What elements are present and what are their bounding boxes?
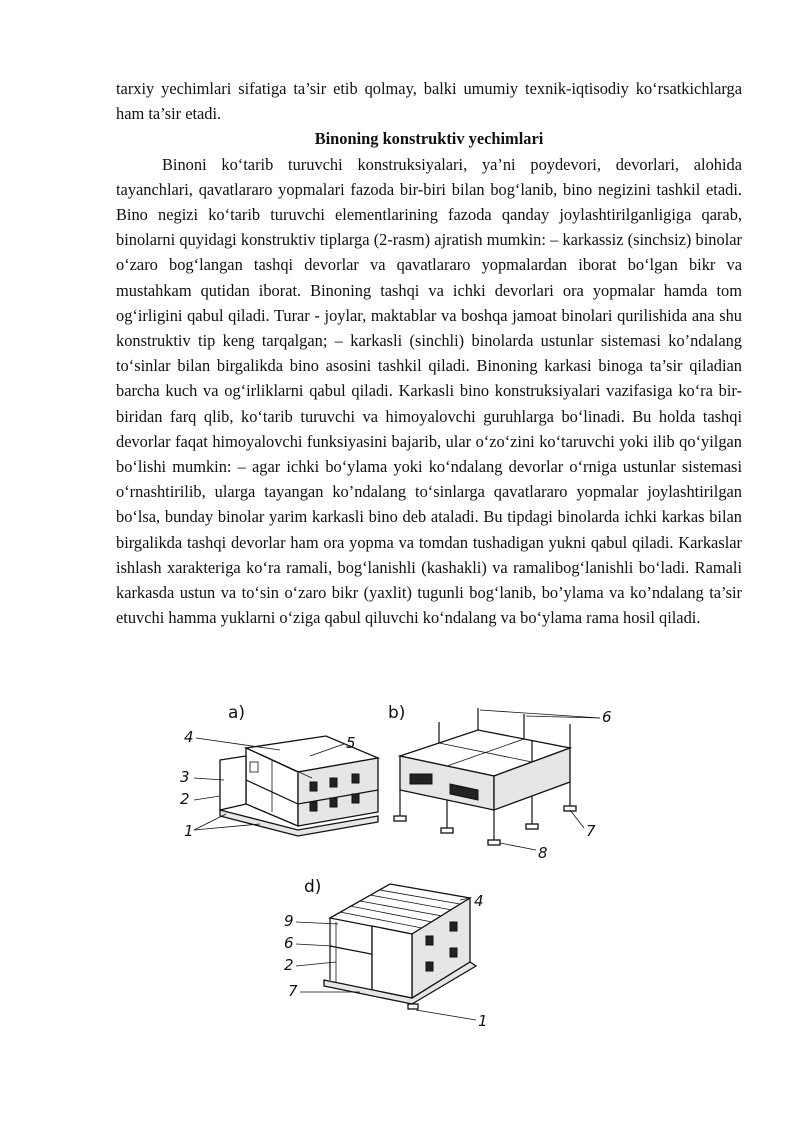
- a-label-1: 1: [184, 822, 194, 840]
- panel-d-label: d): [304, 877, 322, 897]
- b-label-8: 8: [538, 844, 548, 862]
- d-label-4: 4: [474, 892, 484, 910]
- paragraph-main: Binoni ko‘tarib turuvchi konstruksiyalari, ya’ni poydevori, devorlari, alohida tayanchlari, qavatlararo yopmalari fazoda bir-biri bilan bog‘lanib, bino negizini tashkil etadi. Bino negizi ko‘tarib turuvchi elementlarining fazoda qanday joylashtirilganligiga qarab, binolarni quyidagi konstruktiv tiplarga (2-rasm) ajratish mumkin: – karkassiz (sinchsiz) binolar o‘zaro bog‘langan tashqi devorlar va qavatlararo yopmalardan iborat bo‘lgan bikr va mustahkam qutidan iborat. Binoning tashqi va ichki devorlari ora yopmalar hamda tom og‘irligini qabul qiladi. Turar - joylar, maktablar va boshqa jamoat binolari qurilishida ana shu konstruktiv tip keng tarqalgan; – karkasli (sinchli) binolarda ustunlar sistemasi ko’ndalang to‘sinlar bilan birgalikda bino asosini tashkil qiladi. Binoning karkasi binoga ta’sir qiladian barcha kuch va og‘irliklarni qabul qiladi. Karkasli bino konstruksiyalari vazifasiga ko‘ra bir-biridan farq qlib, ko‘tarib turuvchi va himoyalovchi guruhlarga bo‘linadi. Bu holda tashqi devorlar faqat himoyalovchi funksiyasini bajarib, ular o‘zo‘zini ko‘taruvchi yoki ilib qo‘yilgan bo‘lishi mumkin: – agar ichki bo‘ylama yoki ko‘ndalang devorlar o‘rniga ustunlar sistemasi o‘rnashtirilib, ularga tayangan ko’ndalang to‘sinlarga qavatlararo yopmalar joylashtirilgan bo‘lsa, bunday binolar yarim karkasli bino deb ataladi. Bu tipdagi binolarda ichki karkas bilan birgalikda tashqi devorlar ham ora yopma va tomdan tushadigan yukni qabul qiladi. Karkaslar ishlash xarakteriga ko‘ra ramali, bog‘lanishli (kashakli) va ramalibog‘lanishli bo‘ladi. Ramali karkasda ustun va to‘sin o‘zaro bikr (yaxlit) tugunli bog‘lanib, bo’ylama va ko’ndalang ta’sir etuvchi hamma yuklarni o‘ziga qabul qiluvchi ko‘ndalang va bo‘ylama rama hosil qiladi.: [116, 154, 742, 628]
- section-heading: Binoning konstruktiv yechimlari: [314, 129, 544, 149]
- d-label-2: 2: [284, 956, 294, 974]
- d-label-7: 7: [288, 982, 298, 1000]
- paragraph-intro: tarxiy yechimlari sifatiga ta’sir etib qolmay, balki umumiy texnik-iqtisodiy ko‘rsatkichlarga ham ta’sir etadi.: [116, 79, 742, 124]
- a-label-3: 3: [180, 768, 190, 786]
- b-label-6: 6: [602, 708, 612, 726]
- a-label-2: 2: [180, 790, 190, 808]
- panel-a-drawing: [194, 703, 378, 836]
- a-label-4: 4: [184, 728, 194, 746]
- panel-a-label: a): [228, 703, 246, 723]
- body-text: [116, 76, 742, 630]
- d-label-9: 9: [284, 912, 294, 930]
- panel-b-drawing: [388, 703, 600, 850]
- d-label-6: 6: [284, 934, 294, 952]
- a-label-5: 5: [346, 734, 356, 752]
- d-label-1: 1: [478, 1012, 488, 1030]
- building-types-figure: [160, 700, 620, 1040]
- panel-d-drawing: [296, 877, 476, 1020]
- panel-b-label: b): [388, 703, 406, 723]
- b-label-7: 7: [586, 822, 596, 840]
- figure-drawing: [160, 700, 620, 1040]
